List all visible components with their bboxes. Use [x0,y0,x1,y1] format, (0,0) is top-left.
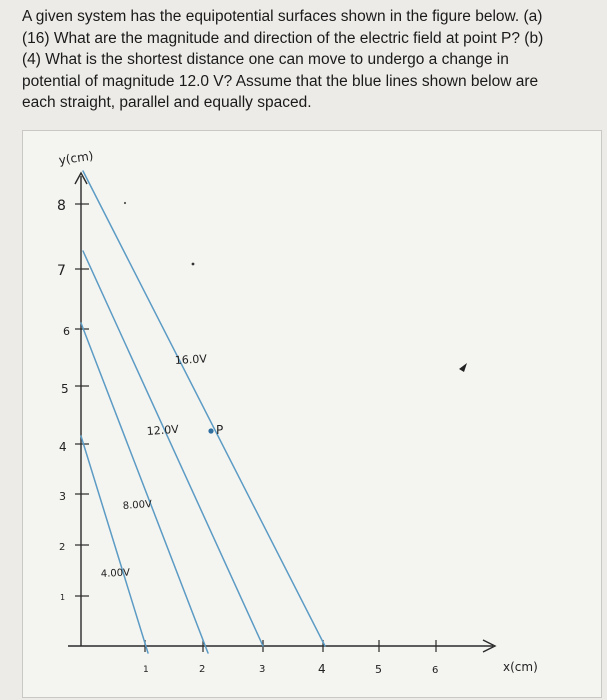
stray-dot-small [124,202,126,204]
y-tick-8: 8 [57,198,66,214]
x-tick-5: 5 [375,663,382,676]
question-text [22,6,592,114]
y-tick-6: 6 [63,325,70,338]
label-4v: 4.00V [100,567,131,580]
x-tick-6: 6 [432,665,439,676]
x-tick-2: 2 [199,664,206,675]
y-tick-2: 2 [59,542,66,553]
figure-svg [23,131,601,697]
stray-arrow-mark [459,363,467,372]
y-tick-5: 5 [61,382,69,396]
x-tick-1: 1 [143,665,149,675]
label-16v: 16.0V [174,352,208,367]
y-ticks [75,204,89,596]
equipotential-lines [81,171,325,653]
x-tick-4: 4 [318,662,326,676]
y-tick-7: 7 [57,263,66,279]
label-8v: 8.00V [122,498,153,512]
question-line-2: (16) What are the magnitude and direction of the electric field at point P? (b) [22,29,544,47]
question-line-3: (4) What is the shortest distance one can move to undergo a change in [22,51,509,69]
stray-dot [192,263,195,266]
point-p [208,428,213,433]
label-12v: 12.0V [146,422,180,438]
equipotential-line-8v [81,323,208,653]
x-axis-label: x(cm) [503,660,538,674]
question-line-5: each straight, parallel and equally spaced. [22,94,312,112]
y-axis-label: y(cm) [57,148,95,168]
question-line-4: potential of magnitude 12.0 V? Assume that the blue lines shown below are [22,72,539,90]
equipotential-line-12v [83,251,263,646]
point-p-label: P [216,423,224,437]
x-tick-3: 3 [259,664,266,675]
question-line-1: A given system has the equipotential surfaces shown in the figure below. (a) [22,8,543,25]
y-tick-1: 1 [60,593,66,602]
equipotential-figure [22,130,602,698]
y-tick-3: 3 [59,490,66,503]
equipotential-line-4v [81,436,148,653]
y-tick-4: 4 [59,440,67,454]
